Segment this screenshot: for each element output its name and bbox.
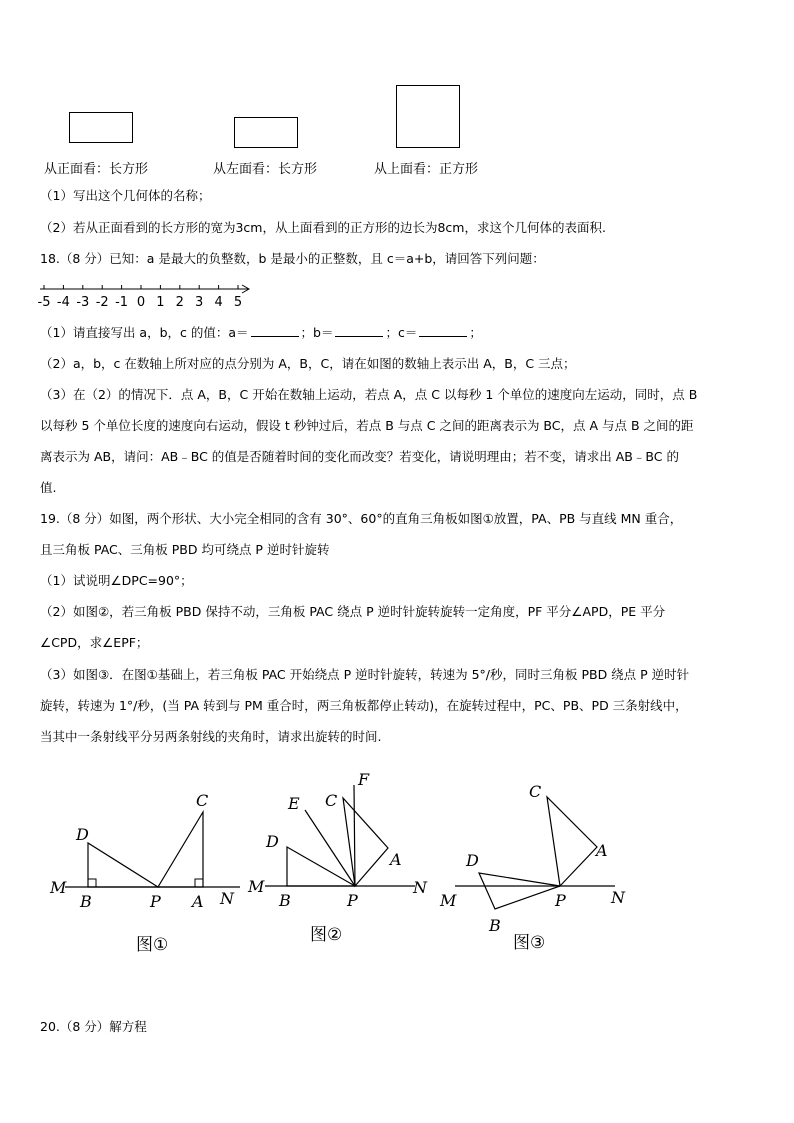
q19-part3-line2: 旋转，转速为 1°/秒，(当 PA 转到与 PM 重合时，两三角板都停止转动)，在旋转过程中，PC、PB、PD 三条射线中，	[40, 698, 688, 713]
q18-part3-line4: 值.	[40, 480, 57, 495]
q18-part3-line1: （3）在（2）的情况下．点 A，B，C 开始在数轴上运动，若点 A，点 C 以每秒 1 个单位的速度向左运动，同时，点 B	[40, 387, 698, 402]
q18-part1	[40, 325, 482, 341]
fig1-right-angle-b	[88, 879, 96, 887]
top-view-label: 从上面看：正方形	[374, 162, 479, 177]
q18-part1-prefix: （1）请直接写出 a，b，c 的值：a＝	[40, 325, 249, 340]
q18-part3-line2: 以每秒 5 个单位长度的速度向右运动，假设 t 秒钟过后，若点 B 与点 C 之间的距离表示为 BC，点 A 与点 B 之间的距	[40, 418, 694, 433]
fig1-label-n: N	[220, 889, 234, 908]
fig1-right-angle-a	[195, 879, 203, 887]
fig2-ray-pf	[354, 785, 355, 886]
number-line-tick-label: -5	[37, 295, 51, 310]
fig2-label-n: N	[413, 878, 427, 897]
number-line	[36, 280, 256, 310]
figure-3	[435, 775, 645, 960]
q18-part1-c: ；c＝	[385, 325, 418, 340]
q19-part1: （1）试说明∠DPC=90°；	[40, 573, 193, 588]
fig1-triangle-pbd	[88, 843, 158, 887]
fig3-label-b: B	[489, 916, 501, 935]
fig2-label-p: P	[347, 891, 358, 910]
q18-part1-b: ；b＝	[300, 325, 334, 340]
fig2-caption: 图②	[310, 925, 343, 945]
fig3-label-d: D	[466, 851, 479, 870]
q18-stem: 18.（8 分）已知：a 是最大的负整数，b 是最小的正整数，且 c＝a+b，请回答下列问题：	[40, 251, 545, 266]
q18-part3-line3: 离表示为 AB，请问：AB﹣BC 的值是否随着时间的变化而改变？若变化，请说明理由；若不变，请求出 AB﹣BC 的	[40, 449, 679, 464]
fig3-label-c: C	[529, 782, 542, 801]
front-view-label: 从正面看：长方形	[44, 162, 149, 177]
fig2-label-b: B	[279, 891, 291, 910]
q18-part2: （2）a，b，c 在数轴上所对应的点分别为 A，B，C，请在如图的数轴上表示出 A，B，C 三点；	[40, 356, 576, 371]
q17-part1: （1）写出这个几何体的名称；	[40, 188, 211, 203]
fig1-caption: 图①	[136, 935, 169, 955]
fig2-label-c: C	[325, 791, 338, 810]
q19-part3-line3: 当其中一条射线平分另两条射线的夹角时，请求出旋转的时间.	[40, 729, 382, 744]
fig2-label-f: F	[358, 770, 370, 789]
fig3-caption: 图③	[513, 933, 546, 953]
q20-stem: 20.（8 分）解方程	[40, 1019, 147, 1034]
fig2-label-a: A	[390, 850, 402, 869]
q19-part2-line2: ∠CPD，求∠EPF；	[40, 635, 149, 650]
fig1-label-c: C	[196, 791, 209, 810]
number-line-tick-label: -4	[56, 295, 70, 310]
number-line-tick-label: 2	[175, 295, 184, 310]
fig2-label-d: D	[266, 832, 279, 851]
front-view-rectangle	[69, 112, 133, 143]
figure-2	[240, 765, 440, 955]
top-view-square	[396, 85, 460, 148]
fig2-triangle-pbd	[287, 847, 355, 886]
fig2-triangle-pac	[343, 798, 388, 886]
answer-blank-b[interactable]	[335, 336, 383, 337]
answer-blank-c[interactable]	[419, 336, 467, 337]
number-line-tick-label: 1	[156, 295, 165, 310]
fig1-label-m: M	[50, 878, 67, 897]
q19-part2-line1: （2）如图②，若三角板 PBD 保持不动，三角板 PAC 绕点 P 逆时针旋转旋转一定角度，PF 平分∠APD，PE 平分	[40, 604, 666, 619]
number-line-tick-label: -2	[95, 295, 109, 310]
q19-stem-line2: 且三角板 PAC、三角板 PBD 均可绕点 P 逆时针旋转	[40, 542, 330, 557]
number-line-tick-label: -1	[115, 295, 129, 310]
fig3-triangle-pbd	[479, 873, 560, 909]
fig2-label-e: E	[288, 794, 300, 813]
fig2-label-m: M	[248, 877, 265, 896]
answer-blank-a[interactable]	[251, 336, 299, 337]
fig2-ray-pe	[305, 810, 355, 886]
fig1-label-a: A	[192, 892, 204, 911]
q19-stem-line1: 19.（8 分）如图，两个形状、大小完全相同的含有 30°、60°的直角三角板如图①放置，PA、PB 与直线 MN 重合，	[40, 511, 683, 526]
q19-part3-line1: （3）如图③．在图①基础上，若三角板 PAC 开始绕点 P 逆时针旋转，转速为 5°/秒，同时三角板 PBD 绕点 P 逆时针	[40, 667, 690, 682]
number-line-tick-label: 0	[136, 295, 146, 310]
figure-1	[40, 780, 250, 960]
number-line-tick-label: 5	[233, 295, 243, 310]
fig3-triangle-pac	[547, 797, 597, 886]
fig1-label-d: D	[76, 825, 89, 844]
number-line-tick-label: 4	[214, 295, 223, 310]
fig3-label-n: N	[611, 888, 625, 907]
fig1-label-b: B	[80, 892, 92, 911]
left-view-label: 从左面看：长方形	[213, 162, 318, 177]
fig3-label-a: A	[596, 841, 608, 860]
q18-part1-end: ；	[469, 325, 482, 340]
fig3-label-p: P	[555, 891, 566, 910]
left-view-rectangle	[234, 117, 298, 148]
number-line-tick-label: 3	[195, 295, 204, 310]
fig1-label-p: P	[150, 892, 161, 911]
fig3-label-m: M	[440, 891, 457, 910]
number-line-tick-label: -3	[76, 295, 90, 310]
fig1-triangle-pac	[158, 812, 203, 887]
q17-part2: （2）若从正面看到的长方形的宽为3cm，从上面看到的正方形的边长为8cm，求这个几何体的表面积.	[40, 220, 606, 235]
